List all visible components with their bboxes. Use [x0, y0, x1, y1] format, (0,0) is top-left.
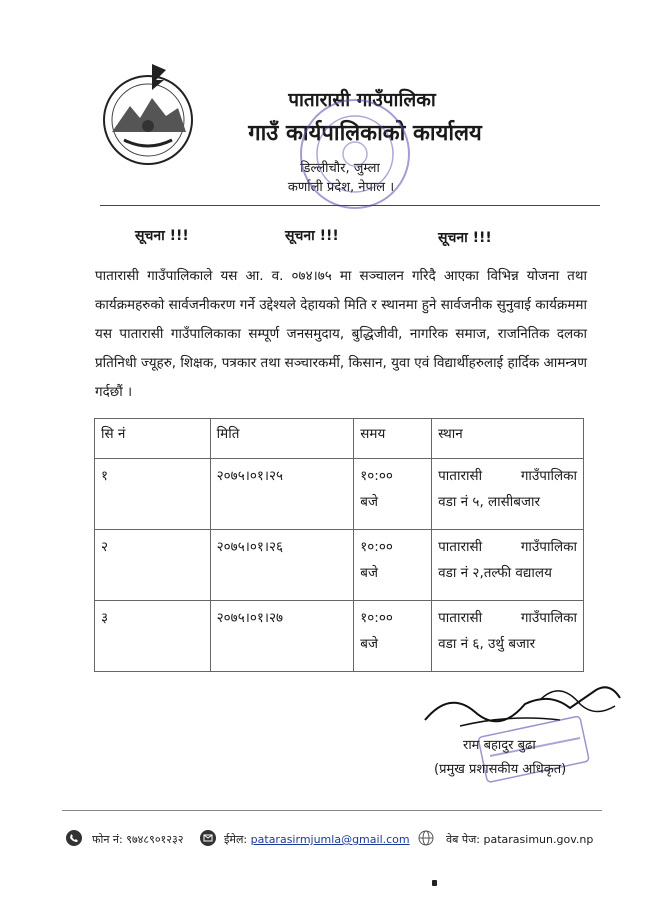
- header-place: स्थान: [432, 419, 584, 459]
- cell-sn: १: [95, 459, 211, 530]
- notice-title: सूचना !!!: [135, 228, 189, 244]
- notice-body: पातारासी गाउँपालिकाले यस आ. व. ०७४।७५ मा सञ्चालन गरिदै आएका विभिन्न योजना तथा कार्यक्रमहरुको सार्वजनीकरण गर्ने उद्देश्यले देहायको मिति र स्थानमा हुने सार्वजनीक सुनुवाई कार्यक्रममा यस पातारासी गाउँपालिकाका सम्पूर्ण जनसमुदाय, बुद्धिजीवी, नागरिक समाज, राजनितिक दलका प्रतिनिधी ज्यूहरु, शिक्षक, पत्रकार तथा सञ्चारकर्मी, किसान, युवा एवं विद्यार्थीहरुलाई हार्दिक आमन्त्रण गर्दछौं ।: [95, 268, 587, 400]
- table-row: [95, 459, 584, 530]
- globe-icon: [418, 830, 434, 846]
- round-office-stamp: [296, 95, 414, 213]
- header-date: मिति: [210, 419, 354, 459]
- cell-date: २०७५।०१।२५: [210, 459, 354, 530]
- schedule-table: [94, 418, 584, 672]
- office-name: गाउँ कार्यपालिकाको कार्यालय: [248, 121, 482, 146]
- cell-sn: ३: [95, 601, 211, 672]
- signatory-name: राम बहादुर बुढा: [463, 738, 536, 753]
- cell-place: पातारासी गाउँपालिका वडा नं ६, उर्थु बजार: [432, 601, 584, 672]
- phone-icon: [66, 830, 82, 846]
- cell-time: १०:०० बजे: [354, 459, 432, 530]
- email-link[interactable]: patarasirmjumla@gmail.com: [250, 833, 410, 846]
- phone-number: फोन नं: ९७४८९०१२३२: [92, 833, 184, 846]
- email-label: ईमेल:: [224, 833, 248, 846]
- notice-title: सूचना !!!: [438, 230, 492, 246]
- ink-mark: [432, 880, 437, 886]
- cell-place: पातारासी गाउँपालिका वडा नं २,तल्फी वद्यालय: [432, 530, 584, 601]
- table-row: [95, 530, 584, 601]
- email-row: [224, 832, 410, 847]
- cell-place: पातारासी गाउँपालिका वडा नं ५, लासीबजार: [432, 459, 584, 530]
- municipality-name: पातारासी गाउँपालिका: [288, 89, 436, 111]
- signatory-title: (प्रमुख प्रशासकीय अधिकृत): [434, 762, 567, 777]
- cell-date: २०७५।०१।२६: [210, 530, 354, 601]
- cell-time: १०:०० बजे: [354, 530, 432, 601]
- website-link[interactable]: वेब पेज: patarasimun.gov.np: [446, 833, 594, 846]
- address-line-1: डिल्लीचौर, जुम्ला: [300, 161, 380, 176]
- table-header-row: [95, 419, 584, 459]
- notice-title: सूचना !!!: [285, 228, 339, 244]
- nepal-government-emblem-icon: [98, 60, 198, 170]
- cell-sn: २: [95, 530, 211, 601]
- header-time: समय: [354, 419, 432, 459]
- cell-date: २०७५।०१।२७: [210, 601, 354, 672]
- header-divider: [100, 205, 600, 206]
- email-icon: [200, 830, 216, 846]
- address-line-2: कर्णाली प्रदेश, नेपाल ।: [287, 180, 395, 195]
- footer-divider: [62, 810, 602, 811]
- table-row: [95, 601, 584, 672]
- cell-time: १०:०० बजे: [354, 601, 432, 672]
- header-sn: सि नं: [95, 419, 211, 459]
